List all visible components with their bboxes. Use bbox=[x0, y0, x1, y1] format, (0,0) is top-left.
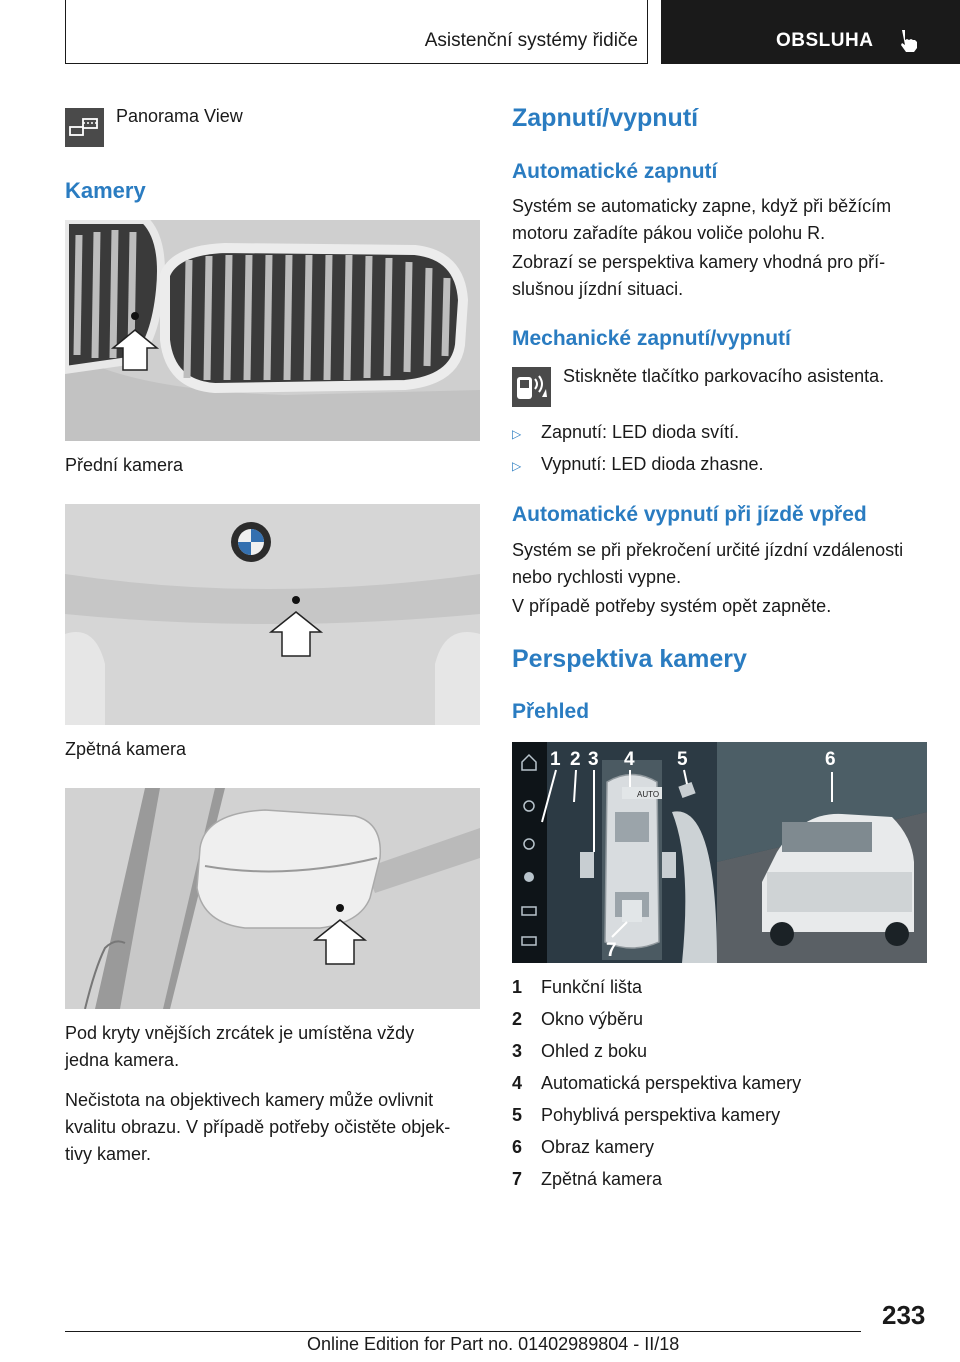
legend-num-6: 6 bbox=[512, 1137, 523, 1157]
front-camera-caption: Přední kamera bbox=[65, 455, 184, 475]
edition-text: Online Edition for Part no. 01402989804 - II/18 bbox=[307, 1334, 680, 1354]
callout-5: 5 bbox=[677, 749, 688, 770]
bullet-triangle-icon: ▷ bbox=[512, 459, 522, 473]
panorama-view-icon bbox=[65, 108, 104, 147]
auto-off-heading: Automatické vypnutí při jízdě vpřed bbox=[512, 503, 867, 526]
auto-tag: AUTO bbox=[637, 790, 660, 799]
callout-3: 3 bbox=[588, 749, 599, 770]
bullet-led-off: Vypnutí: LED dioda zhasne. bbox=[541, 454, 764, 474]
perspective-text: Zobrazí se perspektiva kamery vhodná pro pří- slušnou jízdní situaci. bbox=[512, 252, 886, 299]
dirt-warning-text: Nečistota na objektivech kamery může ovlivnit kvalitu obrazu. V případě potřeby očistěte objek- tivy kamer. bbox=[65, 1090, 451, 1164]
rear-camera-caption: Zpětná kamera bbox=[65, 739, 187, 759]
camera-perspective-heading: Perspektiva kamery bbox=[512, 645, 747, 673]
legend-num-3: 3 bbox=[512, 1041, 523, 1061]
auto-on-text: Systém se automaticky zapne, když při běžícím motoru zařadíte pákou voliče polohu R. bbox=[512, 196, 892, 243]
mirror-camera-text: Pod kryty vnějších zrcátek je umístěna vždy jedna kamera. bbox=[65, 1023, 415, 1070]
callout-1: 1 bbox=[550, 749, 561, 770]
legend-text-7: Zpětná kamera bbox=[541, 1169, 663, 1189]
legend-text-5: Pohyblivá perspektiva kamery bbox=[541, 1105, 781, 1125]
bullet-triangle-icon: ▷ bbox=[512, 427, 522, 441]
bullet-led-on: Zapnutí: LED dioda svítí. bbox=[541, 422, 740, 442]
footer-divider bbox=[65, 1331, 861, 1332]
callout-6: 6 bbox=[825, 749, 836, 770]
legend-text-3: Ohled z boku bbox=[541, 1041, 648, 1061]
mirror-camera-photo bbox=[65, 788, 480, 1009]
chapter-tab-label: OBSLUHA bbox=[776, 30, 874, 51]
legend-text-2: Okno výběru bbox=[541, 1009, 644, 1029]
auto-off-again-text: V případě potřeby systém opět zapněte. bbox=[512, 596, 832, 616]
legend-num-2: 2 bbox=[512, 1009, 523, 1029]
pointing-hand-icon bbox=[896, 28, 922, 54]
legend-text-1: Funkční lišta bbox=[541, 977, 643, 997]
legend-text-4: Automatická perspektiva kamery bbox=[541, 1073, 802, 1093]
callout-4: 4 bbox=[624, 749, 635, 770]
callout-7: 7 bbox=[606, 940, 617, 961]
section-title: Asistenční systémy řidiče bbox=[424, 30, 638, 51]
auto-on-heading: Automatické zapnutí bbox=[512, 160, 718, 183]
legend-num-4: 4 bbox=[512, 1073, 523, 1093]
auto-off-text: Systém se při překročení určité jízdní vzdálenosti nebo rychlosti vypne. bbox=[512, 540, 904, 587]
page-number: 233 bbox=[882, 1300, 926, 1330]
onoff-heading: Zapnutí/vypnutí bbox=[512, 104, 699, 132]
legend-num-7: 7 bbox=[512, 1169, 523, 1189]
front-camera-photo bbox=[65, 220, 480, 441]
mech-onoff-heading: Mechanické zapnutí/vypnutí bbox=[512, 327, 791, 350]
park-assist-button-icon bbox=[512, 367, 551, 407]
panorama-view-label: Panorama View bbox=[116, 106, 243, 126]
kamery-heading: Kamery bbox=[65, 178, 146, 203]
rear-camera-photo bbox=[65, 504, 480, 725]
camera-overview-screen bbox=[512, 742, 927, 963]
press-button-text: Stiskněte tlačítko parkovacího asistenta. bbox=[563, 366, 885, 386]
legend-num-1: 1 bbox=[512, 977, 523, 997]
legend-num-5: 5 bbox=[512, 1105, 523, 1125]
legend-text-6: Obraz kamery bbox=[541, 1137, 655, 1157]
overview-heading: Přehled bbox=[512, 700, 590, 723]
callout-2: 2 bbox=[570, 749, 581, 770]
